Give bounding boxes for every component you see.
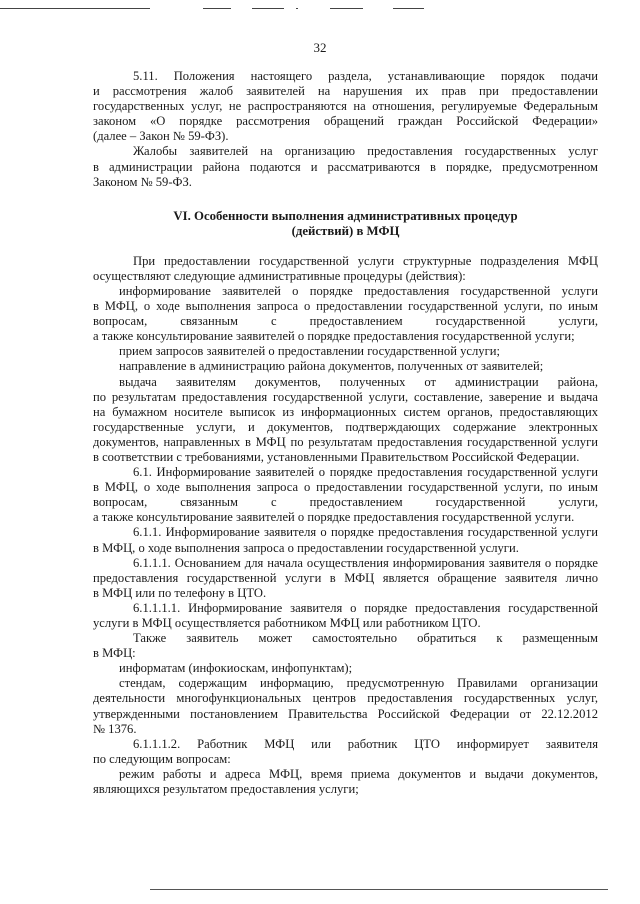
heading-line: VI. Особенности выполнения административных процедур — [173, 208, 518, 223]
text-line: в соответствии с требованиями, установленными Правительством Российской Федерации. — [93, 449, 580, 464]
page-number: 32 — [313, 40, 327, 55]
text-line: по следующим вопросам: — [93, 751, 231, 766]
paragraph — [93, 676, 598, 736]
text-line: услуги в МФЦ осуществляется работником МФЦ или работником ЦТО. — [93, 616, 481, 630]
text-line: а также консультирование заявителей о порядке предоставления государственной услуги; — [93, 329, 575, 344]
text-line: информирование заявителей о порядке предоставления государственной услуги — [119, 283, 598, 298]
text-line: направление в администрацию района документов, полученных от заявителей; — [119, 359, 544, 374]
text-line: Жалобы заявителей на организацию предоставления государственных услуг — [133, 144, 598, 159]
paragraph — [93, 661, 598, 676]
text-line: на бумажном носителе выписок из информационных систем органов, предоставляющих — [93, 404, 598, 419]
paragraph-5-11 — [93, 69, 598, 144]
text-line: информатам (инфокиоскам, инфопунктам); — [119, 661, 353, 676]
text-line: в МФЦ, о ходе выполнения запроса о предоставлении государственной услуги. — [93, 540, 519, 555]
paragraph — [93, 254, 598, 284]
paragraph — [93, 344, 598, 359]
text-line: прием запросов заявителей о предоставлении государственной услуги; — [119, 344, 500, 359]
text-line: 6.1. Информирование заявителей о порядке предоставления государственной услуги — [133, 465, 598, 480]
text-line: в МФЦ, о ходе выполнения запроса о предоставлении государственной услуги, по иным — [93, 299, 598, 314]
text-line: 6.1.1.1.2. Работник МФЦ или работник ЦТО информирует заявителя — [133, 736, 598, 751]
text-line: Законом № 59-ФЗ. — [93, 174, 192, 189]
section-6-body — [93, 254, 598, 797]
text-line: 6.1.1.1.1. Информирование заявителя о порядке предоставления государственной — [133, 600, 598, 615]
paragraph — [93, 375, 598, 466]
bottom-rule — [150, 889, 608, 890]
text-line: вопросам, связанным с предоставлением государственной услуги, — [93, 495, 598, 510]
heading-line: (действий) в МФЦ — [291, 224, 400, 239]
text-line: № 1376. — [93, 721, 137, 736]
text-line: государственных услуг, не распространяются на отношения, регулируемые Федеральным — [93, 99, 598, 114]
paragraph-complaints — [93, 144, 598, 189]
paragraph — [93, 767, 598, 797]
text-line: в МФЦ или по телефону в ЦТО. — [93, 585, 267, 600]
paragraph — [93, 359, 598, 374]
text-line: государственные услуги, и документов, подтверждающих содержание электронных — [93, 419, 598, 434]
text-line: 5.11. Положения настоящего раздела, устанавливающие порядок подачи — [133, 69, 598, 83]
text-line: 6.1.1.1. Основанием для начала осуществления информирования заявителя о порядке — [133, 555, 598, 570]
paragraph — [93, 525, 598, 555]
text-line: выдача заявителям документов, полученных от администрации района, — [119, 374, 598, 389]
text-line: осуществляют следующие административные процедуры (действия): — [93, 268, 466, 283]
text-line: являющихся результатом предоставления услуги; — [93, 782, 359, 797]
text-line: и рассмотрения жалоб заявителей на нарушения их прав при предоставлении — [93, 84, 598, 99]
text-line: деятельности многофункциональных центров предоставления государственных услуг, — [93, 691, 598, 706]
paragraph — [93, 284, 598, 344]
text-line: Также заявитель может самостоятельно обратиться к размещенным — [133, 631, 598, 646]
text-line: 6.1.1. Информирование заявителя о порядке предоставления государственной услуги — [133, 525, 598, 540]
document-body — [93, 69, 598, 797]
text-line: в МФЦ: — [93, 646, 136, 661]
text-line: стендам, содержащим информацию, предусмотренную Правилами организации — [119, 676, 598, 691]
text-line: режим работы и адреса МФЦ, время приема документов и выдачи документов, — [119, 766, 598, 781]
text-line: по результатам предоставления государственной услуги, составление, заверение и выдача — [93, 389, 598, 404]
paragraph — [93, 601, 598, 631]
section-heading — [93, 209, 598, 240]
text-line: в МФЦ, о ходе выполнения запроса о предоставлении государственной услуги, по иным — [93, 480, 598, 495]
paragraph — [93, 737, 598, 767]
text-line: предоставления государственной услуги в МФЦ является обращение заявителя лично — [93, 570, 598, 585]
text-line: утвержденными постановлением Правительства Российской Федерации от 22.12.2012 — [93, 706, 598, 721]
paragraph — [93, 631, 598, 661]
scan-top-edge — [0, 8, 640, 14]
text-line: документов, направленных в МФЦ по результатам предоставления государственной услуги — [93, 434, 598, 449]
text-line: в администрации района подаются и рассматриваются в порядке, предусмотренном — [93, 159, 598, 174]
paragraph — [93, 465, 598, 525]
text-line: (далее – Закон № 59-ФЗ). — [93, 129, 229, 144]
text-line: вопросам, связанным с предоставлением государственной услуги, — [93, 314, 598, 329]
text-line: а также консультирование заявителей о порядке предоставления государственной услуги. — [93, 510, 575, 525]
text-line: При предоставлении государственной услуги структурные подразделения МФЦ — [133, 253, 598, 268]
paragraph — [93, 556, 598, 601]
text-line: законом «О порядке рассмотрения обращений граждан Российской Федерации» — [93, 114, 598, 129]
